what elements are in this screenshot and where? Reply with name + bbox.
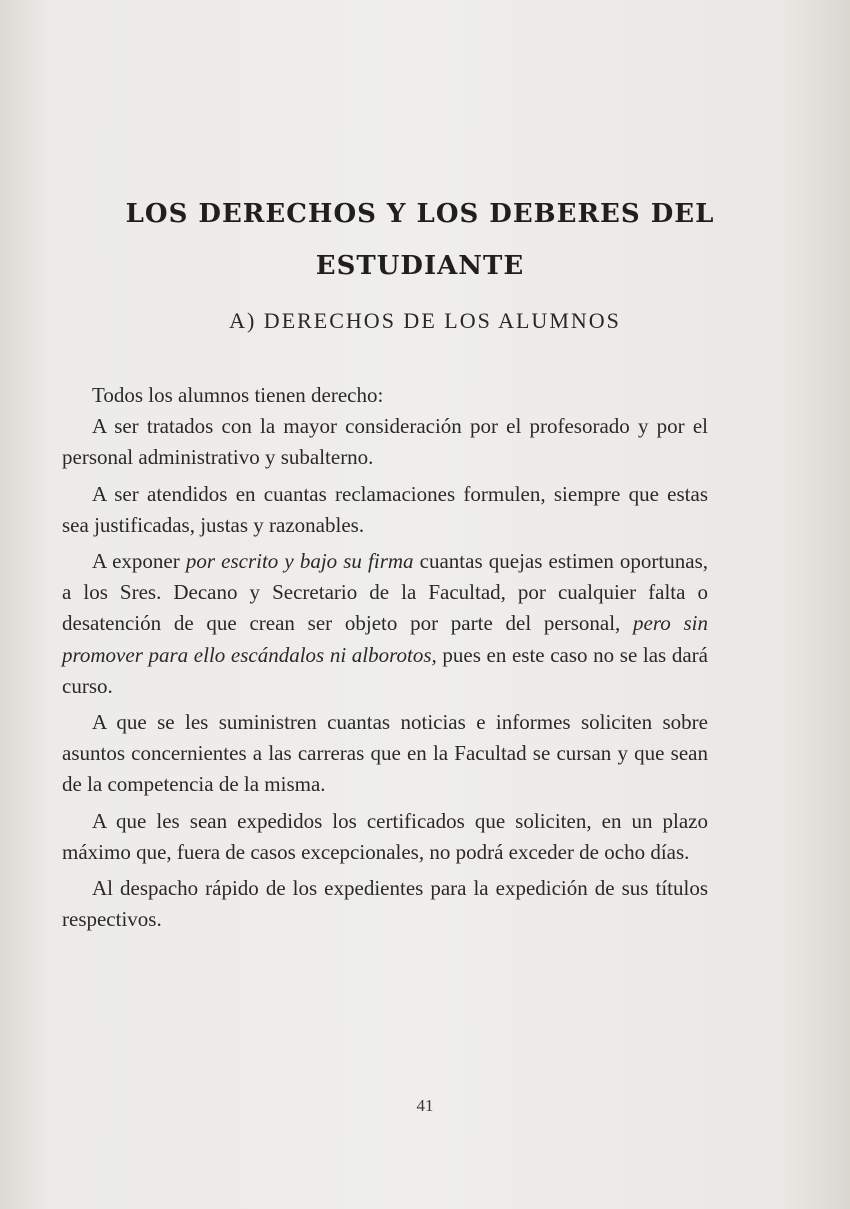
right-paragraph-2: A ser atendidos en cuantas reclamaciones formulen, siempre que estas sea justificadas, justas y razonables. <box>62 481 708 537</box>
right-3-part-e: pues en este caso no se las dará curso. <box>62 642 708 698</box>
right-3-part-a: A exponer <box>92 549 186 574</box>
right-paragraph-5: A que les sean expedidos los certificados que soliciten, en un plazo máximo que, fuera de casos excepcionales, no podrá exceder de ocho días. <box>62 808 708 864</box>
right-3-italic-d: pero sin promover para ello escándalos ni alborotos, <box>62 611 708 667</box>
right-paragraph-4: A que se les suministren cuantas noticias e informes soliciten sobre asuntos concernientes a las carreras que en la Facultad se cursan y que sean de la competencia de la misma. <box>62 710 708 797</box>
right-paragraph-3 <box>62 546 708 702</box>
page-body <box>62 380 708 940</box>
page-title: LOS DERECHOS Y LOS DEBERES DEL ESTUDIANTE <box>125 199 715 281</box>
right-3-part-c: cuantas quejas estimen oportunas, a los Sres. Decano y Secretario de la Facultad, por cualquier falta o desatención de que crean ser objeto por parte del personal, <box>62 549 708 636</box>
section-heading: A) DERECHOS DE LOS ALUMNOS <box>229 308 621 333</box>
right-paragraph-6: Al despacho rápido de los expedientes para la expedición de sus títulos respectivos. <box>62 876 708 932</box>
right-paragraph-1: A ser tratados con la mayor consideración por el profesorado y por el personal administrativo y subalterno. <box>62 414 708 470</box>
page-number: 41 <box>416 1096 434 1115</box>
right-3-italic-a: por escrito y bajo su firma <box>185 549 414 574</box>
intro-paragraph: Todos los alumnos tienen derecho: <box>92 383 384 407</box>
